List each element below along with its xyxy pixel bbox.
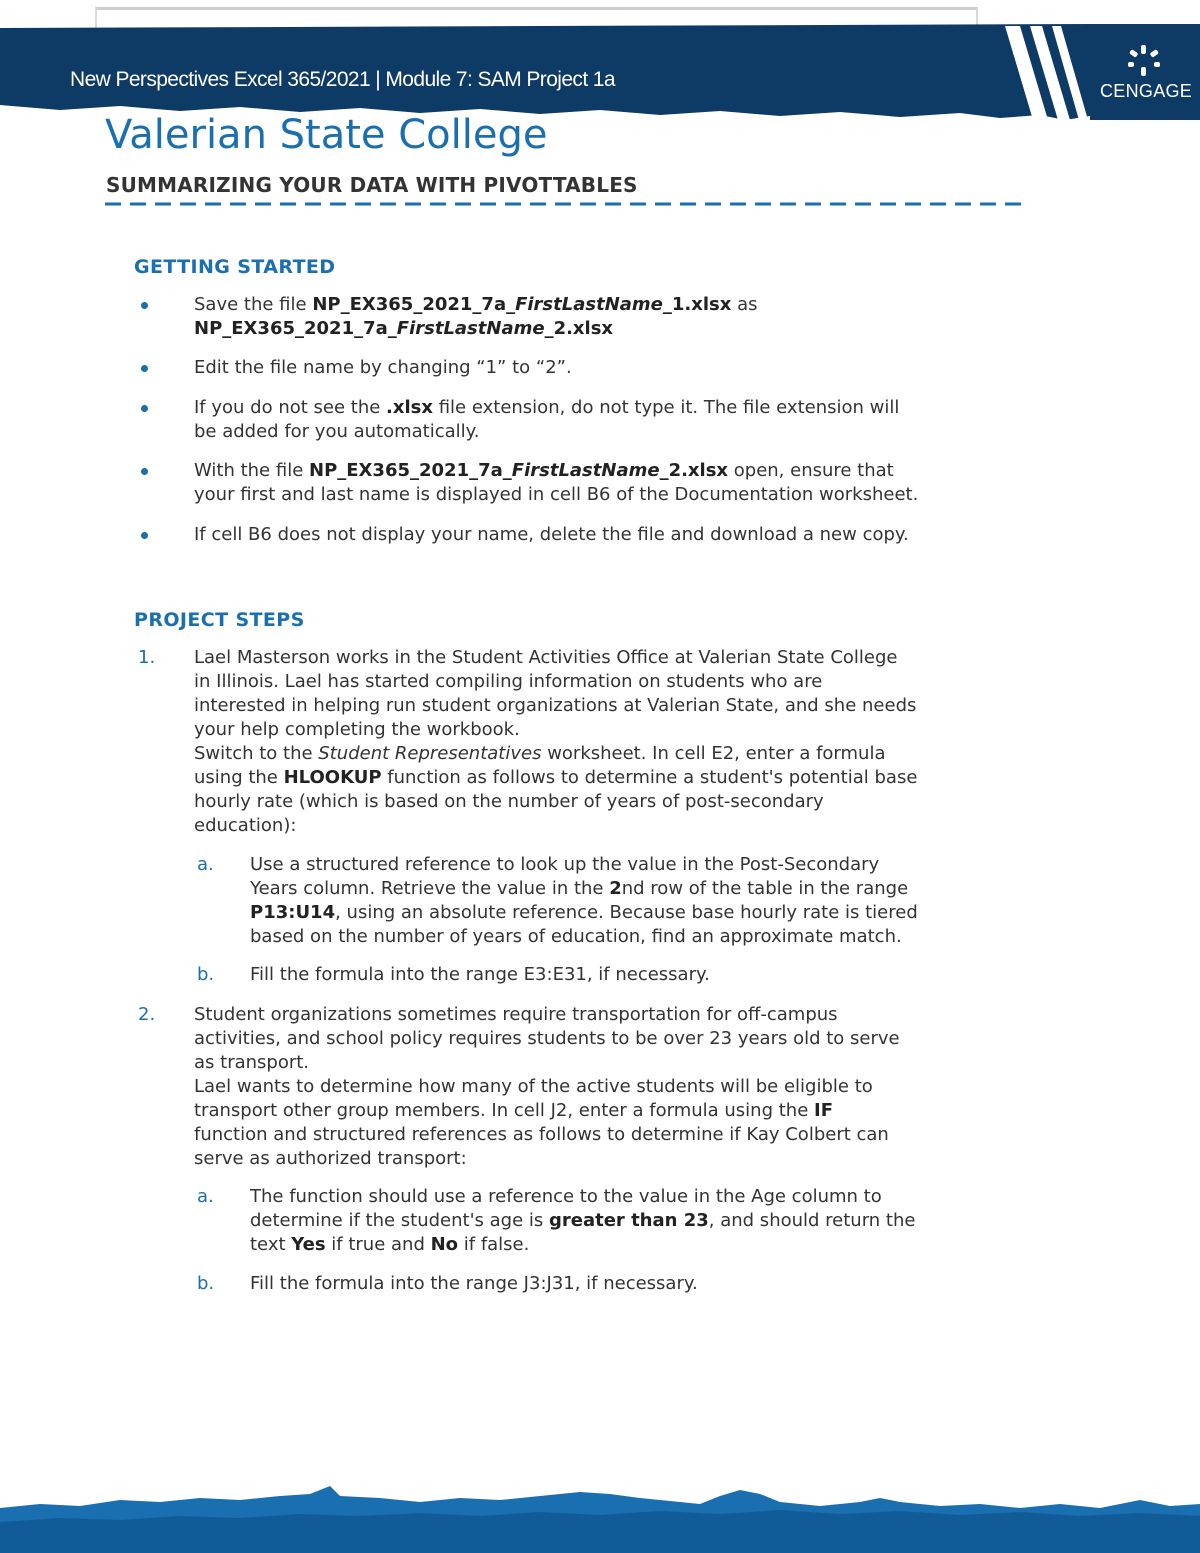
text-fragment: function as follows to determine a student's potential base xyxy=(381,767,918,788)
substep-text xyxy=(250,1272,990,1296)
footer-wave xyxy=(0,1480,1200,1553)
bullet-text xyxy=(194,356,994,380)
function-name: IF xyxy=(814,1100,833,1121)
emphasis: Yes xyxy=(291,1234,326,1255)
text-fragment: open, ensure that xyxy=(728,460,894,481)
emphasis: 2 xyxy=(609,878,622,899)
document-subtitle: SUMMARIZING YOUR DATA WITH PIVOTTABLES xyxy=(106,173,638,197)
text-fragment: determine if the student's age is xyxy=(250,1210,549,1231)
text-fragment: transport other group members. In cell J2, enter a formula using the xyxy=(194,1100,814,1121)
file-name-part: FirstLastName xyxy=(511,460,660,481)
text-line: your help completing the workbook. xyxy=(194,719,520,740)
getting-started-heading: GETTING STARTED xyxy=(134,256,336,278)
document-title: Valerian State College xyxy=(105,112,548,158)
text-fragment: Years column. Retrieve the value in the xyxy=(250,878,610,899)
text-line: Fill the formula into the range E3:E31, if necessary. xyxy=(250,964,710,985)
text-line: be added for you automatically. xyxy=(194,421,480,442)
cengage-logo-text: CENGAGE xyxy=(1100,81,1193,101)
file-name-part: _2.xlsx xyxy=(544,318,614,339)
step-number: 2. xyxy=(138,1004,156,1025)
text-line: function and structured references as follows to determine if Kay Colbert can xyxy=(194,1124,889,1145)
text-line: in Illinois. Lael has started compiling information on students who are xyxy=(194,671,823,692)
header-title: New Perspectives Excel 365/2021 | Module 7: SAM Project 1a xyxy=(70,68,615,91)
substep-letter: b. xyxy=(197,964,215,985)
text-line: hourly rate (which is based on the number of years of post-secondary xyxy=(194,791,824,812)
bullet-icon xyxy=(141,302,148,309)
title-dashed-divider xyxy=(105,201,1025,207)
text-fragment: nd row of the table in the range xyxy=(621,878,909,899)
bullet-text xyxy=(194,523,994,547)
emphasis: No xyxy=(430,1234,459,1255)
text-line: Lael wants to determine how many of the active students will be eligible to xyxy=(194,1076,873,1097)
text-line: education): xyxy=(194,815,297,836)
file-name-part: FirstLastName xyxy=(515,294,663,315)
text-fragment: Switch to the xyxy=(194,743,319,764)
file-name-part: NP_EX365_2021_7a_ xyxy=(309,460,512,481)
text-line: Student organizations sometimes require transportation for off-campus xyxy=(194,1004,838,1025)
bullet-text xyxy=(194,293,994,341)
function-name: HLOOKUP xyxy=(283,767,382,788)
text-fragment: if false. xyxy=(458,1234,530,1255)
text-fragment: worksheet. In cell E2, enter a formula xyxy=(541,743,886,764)
text-fragment: text xyxy=(250,1234,292,1255)
text-line: interested in helping run student organizations at Valerian State, and she needs xyxy=(194,695,917,716)
bullet-icon xyxy=(141,468,148,475)
text-fragment: if true and xyxy=(325,1234,431,1255)
substep-letter: a. xyxy=(197,854,214,875)
range-reference: P13:U14 xyxy=(250,902,336,923)
bullet-icon xyxy=(141,532,148,539)
text-line: your first and last name is displayed in cell B6 of the Documentation worksheet. xyxy=(194,484,919,505)
step-number: 1. xyxy=(138,647,156,668)
text-fragment: Save the file xyxy=(194,294,313,315)
text-line: Use a structured reference to look up the value in the Post-Secondary xyxy=(250,854,880,875)
project-steps-heading: PROJECT STEPS xyxy=(134,609,305,631)
text-line: The function should use a reference to the value in the Age column to xyxy=(250,1186,882,1207)
bullet-text xyxy=(194,459,994,507)
text-line: based on the number of years of education, find an approximate match. xyxy=(250,926,902,947)
substep-letter: b. xyxy=(197,1273,215,1294)
text-fragment: If you do not see the xyxy=(194,397,387,418)
worksheet-name: Student Representatives xyxy=(318,743,542,764)
text-fragment: using the xyxy=(194,767,284,788)
text-fragment: With the file xyxy=(194,460,309,481)
file-name-part: _1.xlsx xyxy=(662,294,732,315)
text-line: serve as authorized transport: xyxy=(194,1148,467,1169)
step-text xyxy=(194,646,994,838)
text-fragment: file extension, do not type it. The file extension will xyxy=(433,397,900,418)
file-extension: .xlsx xyxy=(386,397,433,418)
emphasis: greater than 23 xyxy=(549,1210,709,1231)
file-name-part: _2.xlsx xyxy=(659,460,729,481)
step-text xyxy=(194,1003,994,1171)
bullet-icon xyxy=(141,405,148,412)
header-band xyxy=(0,20,1200,120)
text-line: Fill the formula into the range J3:J31, if necessary. xyxy=(250,1273,698,1294)
cengage-logo xyxy=(1100,45,1193,105)
bullet-text xyxy=(194,396,994,444)
bullet-icon xyxy=(141,365,148,372)
text-line: activities, and school policy requires students to be over 23 years old to serve xyxy=(194,1028,900,1049)
text-line: Edit the file name by changing “1” to “2”. xyxy=(194,357,572,378)
substep-text xyxy=(250,963,990,987)
substep-text xyxy=(250,1185,990,1257)
file-name-part: NP_EX365_2021_7a_ xyxy=(194,318,397,339)
text-line: as transport. xyxy=(194,1052,310,1073)
file-name-part: FirstLastName xyxy=(396,318,545,339)
cengage-logo-icon xyxy=(1126,45,1162,77)
text-fragment: , using an absolute reference. Because base hourly rate is tiered xyxy=(335,902,918,923)
text-line: Lael Masterson works in the Student Activities Office at Valerian State College xyxy=(194,647,898,668)
text-fragment: as xyxy=(731,294,758,315)
substep-text xyxy=(250,853,990,949)
file-name-part: NP_EX365_2021_7a_ xyxy=(312,294,516,315)
text-line: If cell B6 does not display your name, delete the file and download a new copy. xyxy=(194,524,909,545)
substep-letter: a. xyxy=(197,1186,214,1207)
text-fragment: , and should return the xyxy=(708,1210,916,1231)
